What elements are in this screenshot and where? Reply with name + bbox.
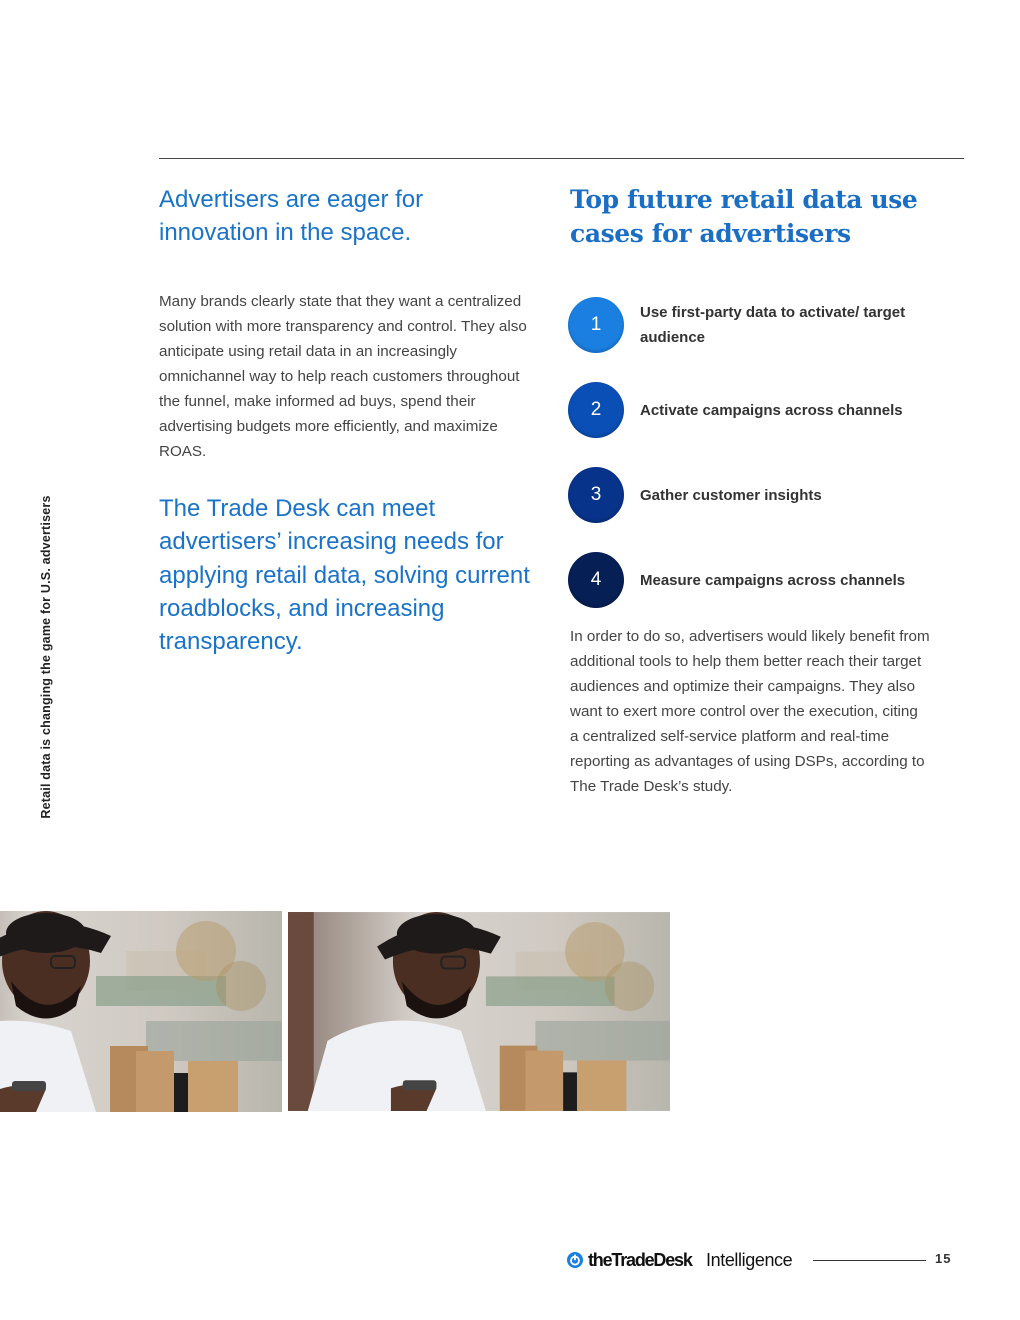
use-case-text-1: Use first-party data to activate/ target audience	[640, 304, 906, 346]
left-heading: Advertisers are eager for innovation in the space.	[159, 186, 424, 246]
photo-strip	[0, 911, 670, 1112]
use-case-item-1	[570, 297, 970, 353]
use-case-text-3: Gather customer insights	[640, 486, 822, 504]
use-case-number-1: 1	[568, 297, 624, 353]
right-column	[570, 183, 970, 590]
use-case-text-4: Measure campaigns across channels	[640, 571, 906, 589]
shopper-photo	[288, 911, 670, 1112]
right-body-text: In order to do so, advertisers would likely benefit from additional tools to help them better reach their target audiences and optimize their campaigns. They also want to exert more control over the execution, citing a centralized self-service platform and real-time reporting as advantages of using DSPs, according to The Trade Desk’s study.	[570, 628, 930, 795]
use-case-number-4: 4	[568, 552, 624, 608]
brand-name: theTradeDesk	[588, 1250, 692, 1270]
left-callout: The Trade Desk can meet advertisers’ increasing needs for applying retail data, solving current roadblocks, and increasing transparency.	[159, 495, 530, 656]
side-section-label: Retail data is changing the game for U.S. advertisers	[39, 495, 53, 819]
brand-suffix: Intelligence	[706, 1250, 793, 1270]
use-case-number-2: 2	[568, 382, 624, 438]
use-case-item-4	[570, 552, 970, 608]
use-case-number-3: 3	[568, 467, 624, 523]
use-case-item-2	[570, 382, 970, 438]
left-column	[159, 183, 539, 658]
use-cases-heading: Top future retail data use cases for advertisers	[570, 185, 918, 248]
use-case-item-3	[570, 467, 970, 523]
page-number: 15	[935, 1251, 952, 1266]
use-case-text-2: Activate campaigns across channels	[640, 401, 903, 419]
footer-divider	[813, 1260, 926, 1261]
top-divider	[159, 158, 964, 159]
page-footer	[0, 1248, 1020, 1272]
left-body-text: Many brands clearly state that they want a centralized solution with more transparency and control. They also anticipate using retail data in an increasingly omnichannel way to help reach customers throughout the funnel, make informed ad buys, spend their advertising budgets more efficiently, and maximize ROAS.	[159, 293, 527, 460]
trade-desk-logo-icon	[567, 1252, 583, 1268]
shopper-photo-crop	[0, 911, 282, 1112]
